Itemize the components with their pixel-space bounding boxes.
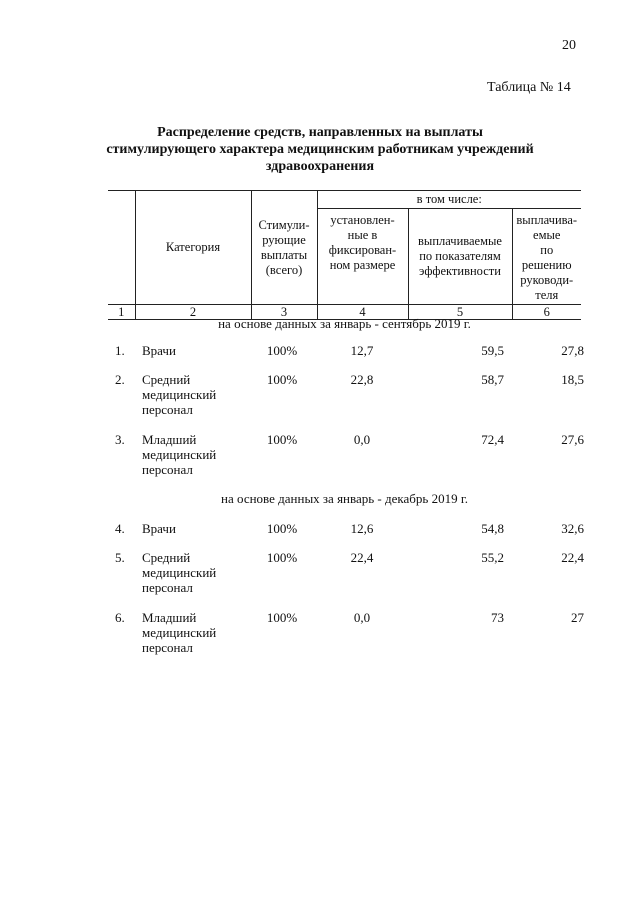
- section-header: на основе данных за январь - декабрь 2019 г.: [221, 491, 468, 506]
- category-line: персонал: [142, 462, 193, 477]
- column-number: 4: [317, 305, 408, 320]
- row-manager: 18,5: [561, 372, 584, 387]
- header-line: по показателям: [419, 249, 501, 263]
- row-manager: 32,6: [561, 521, 584, 536]
- document-title: [90, 124, 550, 175]
- category-line: Врачи: [142, 521, 176, 536]
- category-line: медицинский: [142, 447, 217, 462]
- row-fixed: 22,4: [350, 550, 374, 565]
- header-line: теля: [535, 288, 559, 302]
- header-line: выплачиваемые: [418, 234, 502, 248]
- title-line: Распределение средств, направленных на выплаты: [157, 125, 483, 140]
- row-category: [142, 610, 252, 655]
- row-manager: 27,6: [561, 432, 584, 447]
- header-line: рующие: [262, 232, 306, 247]
- category-line: Младший: [142, 432, 197, 447]
- table-header: [108, 190, 581, 320]
- category-line: персонал: [142, 580, 193, 595]
- row-performance: 72,4: [481, 432, 504, 447]
- row-number: 6.: [115, 610, 125, 625]
- table-row: [108, 372, 584, 422]
- header-line: установлен-: [330, 213, 395, 227]
- header-num-cell: [108, 191, 135, 305]
- row-number: 2.: [115, 372, 125, 387]
- title-line: стимулирующего характера медицинским работникам учреждений: [106, 142, 534, 157]
- category-line: Средний: [142, 550, 191, 565]
- row-fixed: 0,0: [353, 610, 371, 625]
- header-line: емые: [533, 228, 561, 242]
- table-label: Таблица № 14: [487, 80, 571, 95]
- row-number: 5.: [115, 550, 125, 565]
- row-total: 100%: [266, 550, 298, 565]
- category-line: персонал: [142, 402, 193, 417]
- header-line: (всего): [265, 262, 303, 277]
- header-line: выплачива-: [516, 213, 578, 227]
- row-manager: 27,8: [561, 343, 584, 358]
- header-line: ные в: [347, 228, 378, 242]
- table-row: [108, 610, 584, 660]
- row-total: 100%: [266, 372, 298, 387]
- row-fixed: 0,0: [353, 432, 371, 447]
- row-total: 100%: [266, 343, 298, 358]
- row-performance: 59,5: [481, 343, 504, 358]
- row-category: [142, 372, 252, 417]
- column-number: 2: [135, 305, 251, 320]
- header-fixed: [317, 209, 408, 305]
- row-manager: 22,4: [561, 550, 584, 565]
- row-total: 100%: [266, 610, 298, 625]
- row-fixed: 12,6: [350, 521, 374, 536]
- row-number: 4.: [115, 521, 125, 536]
- header-line: Стимули-: [258, 217, 310, 232]
- title-line: здравоохранения: [265, 159, 375, 174]
- column-number: 3: [251, 305, 317, 320]
- row-performance: 55,2: [481, 550, 504, 565]
- header-line: выплаты: [260, 247, 308, 262]
- row-fixed: 12,7: [350, 343, 374, 358]
- header-including: в том числе:: [317, 191, 581, 209]
- category-line: персонал: [142, 640, 193, 655]
- header-manager: [512, 209, 581, 305]
- category-line: Врачи: [142, 343, 176, 358]
- column-number: 6: [512, 305, 581, 320]
- row-number: 1.: [115, 343, 125, 358]
- header-line: по решению: [521, 243, 572, 272]
- section-header: на основе данных за январь - сентябрь 2019 г.: [218, 316, 471, 331]
- header-line: эффективности: [419, 264, 501, 278]
- header-category: Категория: [135, 191, 251, 305]
- row-category: [142, 521, 252, 536]
- header-total: [251, 191, 317, 305]
- row-number: 3.: [115, 432, 125, 447]
- row-performance: 58,7: [481, 372, 504, 387]
- category-line: медицинский: [142, 387, 217, 402]
- row-total: 100%: [266, 432, 298, 447]
- table-row: [108, 432, 584, 482]
- row-total: 100%: [266, 521, 298, 536]
- category-line: Младший: [142, 610, 197, 625]
- row-performance: 73: [491, 610, 504, 625]
- header-line: ном размере: [329, 258, 396, 272]
- category-line: медицинский: [142, 565, 217, 580]
- category-line: медицинский: [142, 625, 217, 640]
- row-performance: 54,8: [481, 521, 504, 536]
- row-manager: 27: [571, 610, 584, 625]
- header-performance: [408, 209, 512, 305]
- header-line: фиксирован-: [328, 243, 397, 257]
- row-category: [142, 343, 252, 358]
- row-category: [142, 550, 252, 595]
- row-fixed: 22,8: [350, 372, 374, 387]
- table-row: [108, 550, 584, 600]
- row-category: [142, 432, 252, 477]
- header-line: руководи-: [520, 273, 574, 287]
- category-line: Средний: [142, 372, 191, 387]
- column-number: 1: [108, 305, 135, 320]
- column-number: 5: [408, 305, 512, 320]
- page-number: 20: [562, 38, 576, 53]
